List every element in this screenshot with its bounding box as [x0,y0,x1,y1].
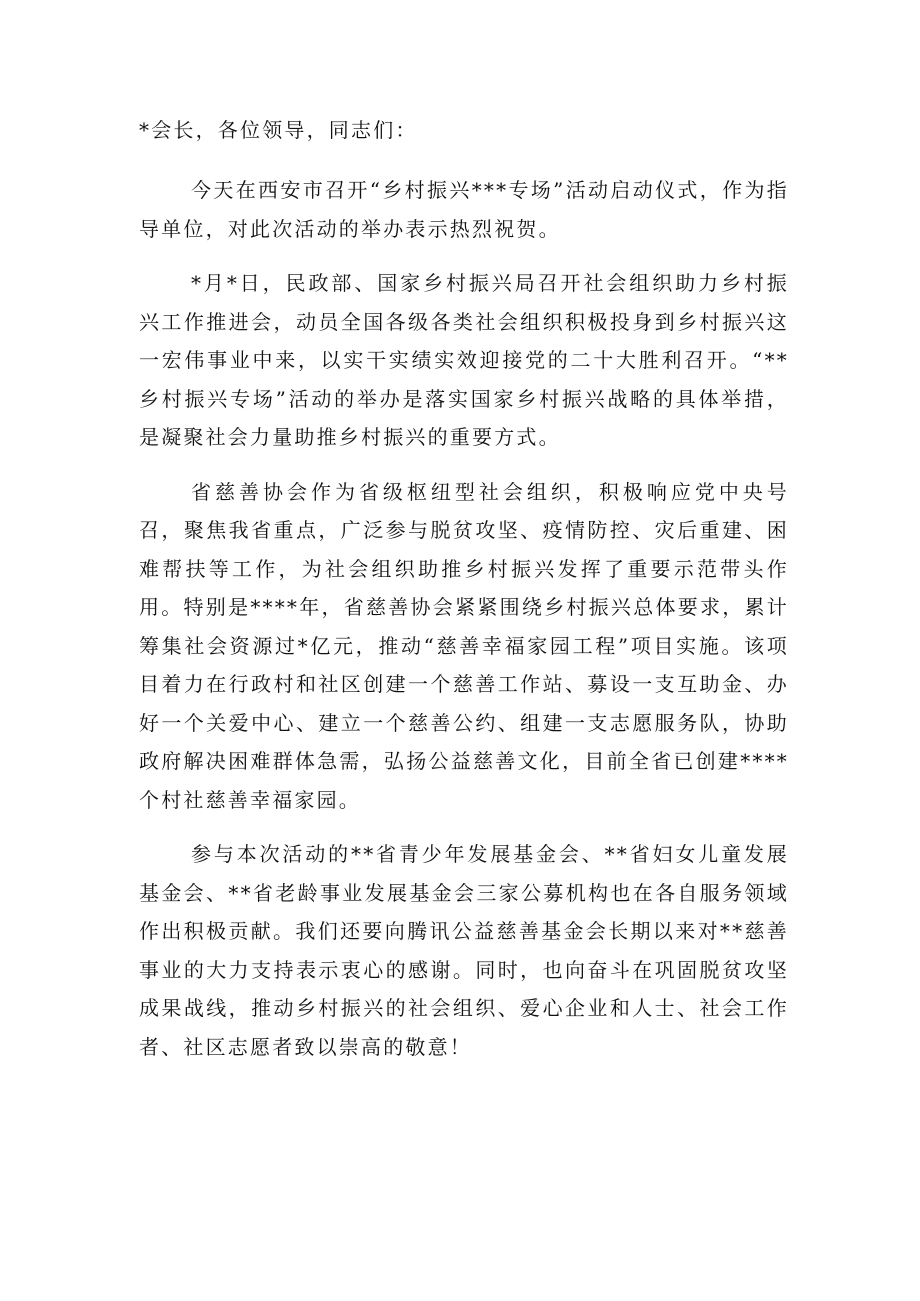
document-body [139,111,789,1066]
paragraph-opening: 今天在西安市召开“乡村振兴***专场”活动启动仪式，作为指导单位，对此次活动的举办表示热烈祝贺。 [139,178,789,241]
salutation: *会长，各位领导，同志们： [139,118,418,142]
paragraph-acknowledgements: 参与本次活动的**省青少年发展基金会、**省妇女儿童发展基金会、**省老龄事业发展基金会三家公募机构也在各自服务领域作出积极贡献。我们还要向腾讯公益慈善基金会长期以来对**慈善事业的大力支持表示衷心的感谢。同时，也向奋斗在巩固脱贫攻坚成果战线，推动乡村振兴的社会组织、爱心企业和人士、社会工作者、社区志愿者致以崇高的敬意！ [139,842,789,1059]
paragraph-charity-association: 省慈善协会作为省级枢纽型社会组织，积极响应党中央号召，聚焦我省重点，广泛参与脱贫攻坚、疫情防控、灾后重建、困难帮扶等工作，为社会组织助推乡村振兴发挥了重要示范带头作用。特别是****年，省慈善协会紧紧围绕乡村振兴总体要求，累计筹集社会资源过*亿元，推动“慈善幸福家园工程”项目实施。该项目着力在行政村和社区创建一个慈善工作站、募设一支互助金、办好一个关爱中心、建立一个慈善公约、组建一支志愿服务队，协助政府解决困难群体急需，弘扬公益慈善文化，目前全省已创建****个村社慈善幸福家园。 [139,479,789,812]
paragraph-background: *月*日，民政部、国家乡村振兴局召开社会组织助力乡村振兴工作推进会，动员全国各级各类社会组织积极投身到乡村振兴这一宏伟事业中来，以实干实绩实效迎接党的二十大胜利召开。“**乡村振兴专场”活动的举办是落实国家乡村振兴战略的具体举措，是凝聚社会力量助推乡村振兴的重要方式。 [139,271,789,449]
